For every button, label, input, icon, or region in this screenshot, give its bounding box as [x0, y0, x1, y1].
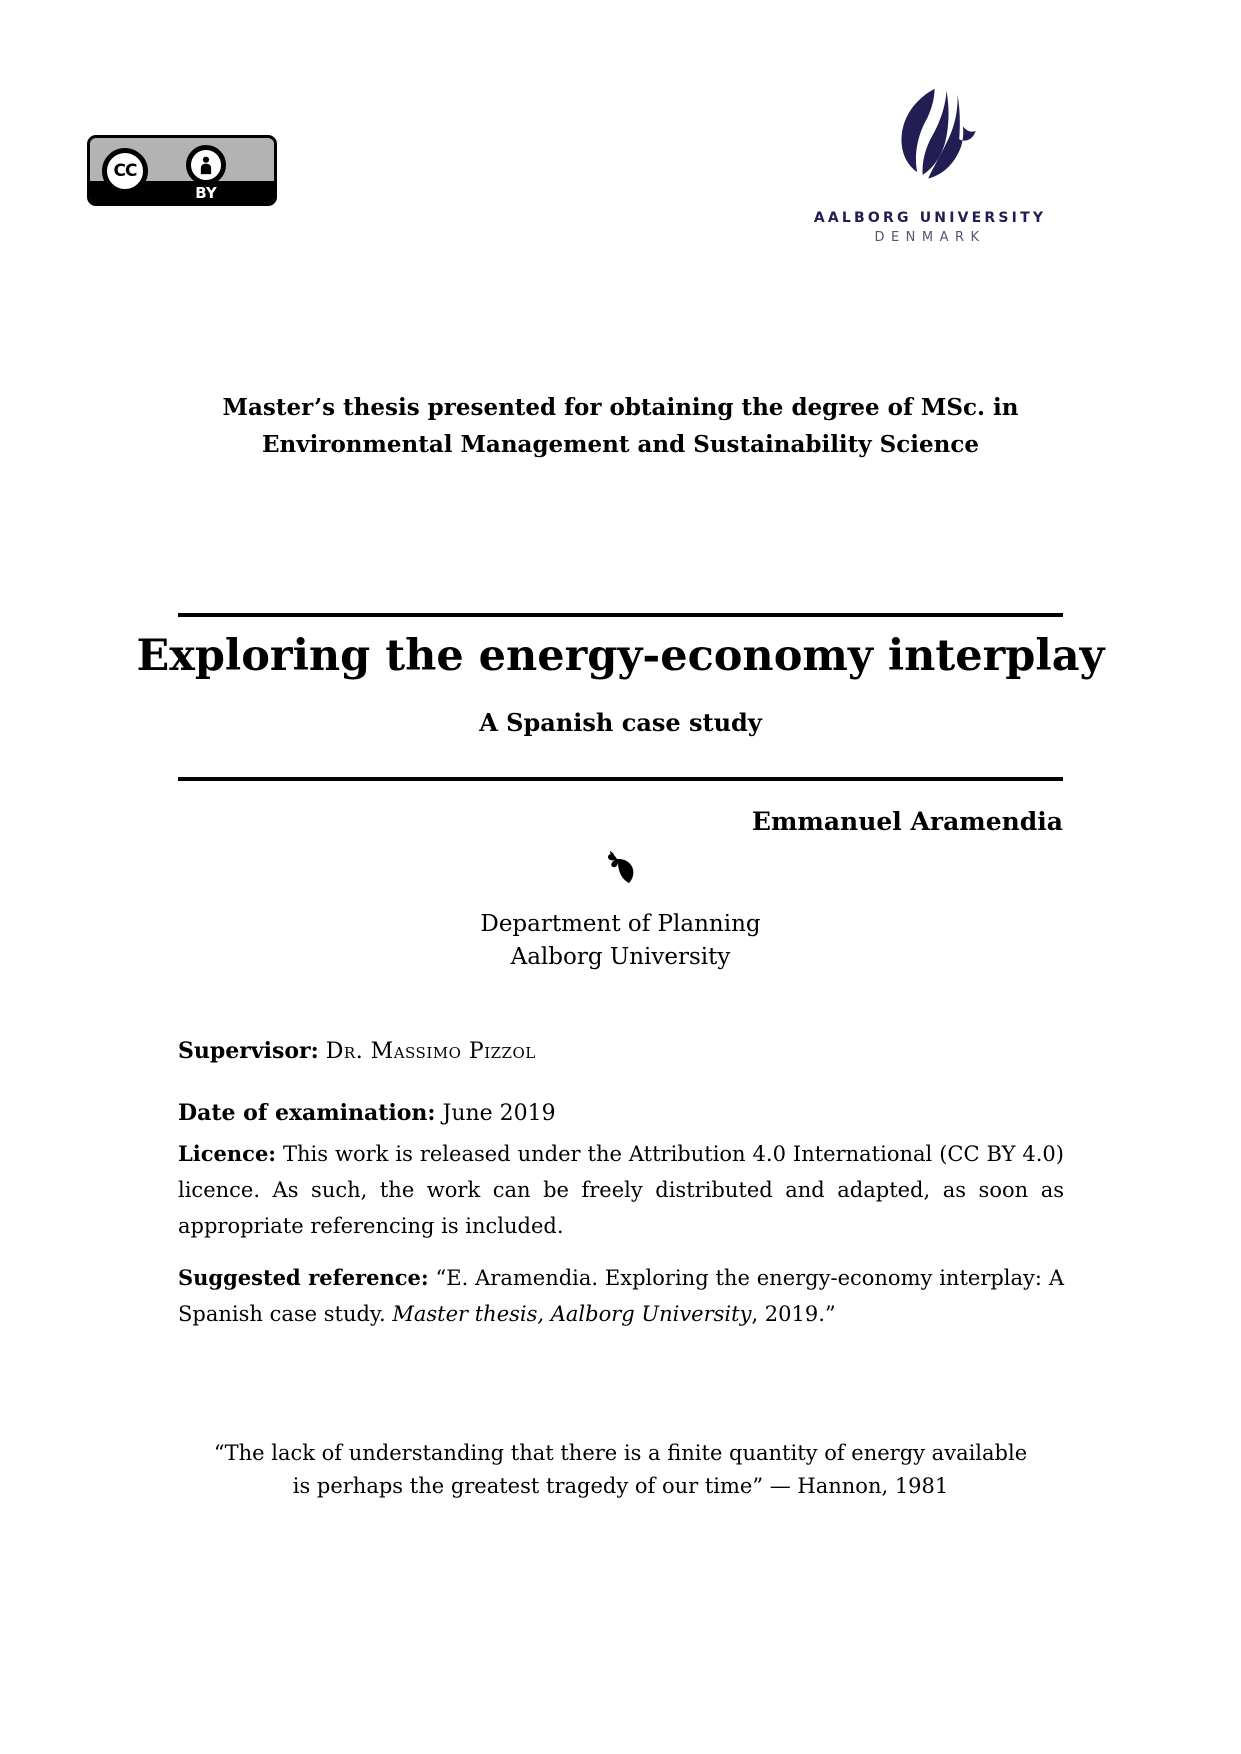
closing-quote — [0, 1437, 1241, 1503]
cc-icon-label: CC — [113, 161, 137, 181]
supervisor-line — [178, 1038, 1064, 1064]
department-block — [0, 908, 1241, 974]
reference-pre: “E. Aramendia. Exploring the energy-economy interplay: A Spanish case study. — [178, 1266, 1065, 1326]
reference-italic: Master thesis, Aalborg University — [392, 1302, 752, 1326]
licence-label: Licence: — [178, 1141, 277, 1166]
supervisor-label: Supervisor: — [178, 1038, 319, 1064]
department-line1: Department of Planning — [480, 911, 761, 937]
examination-value: June 2019 — [442, 1101, 556, 1126]
thesis-subtitle: A Spanish case study — [479, 708, 762, 737]
title-rule-bottom — [178, 777, 1063, 781]
reference-paragraph — [178, 1260, 1064, 1332]
person-glyph — [195, 154, 217, 176]
supervisor-value: Dr. Massimo Pizzol — [325, 1039, 536, 1064]
examination-label: Date of examination: — [178, 1100, 436, 1126]
cc-icon — [102, 148, 148, 194]
licence-text: This work is released under the Attribution 4.0 International (CC BY 4.0) licence. As such, the work can be freely distributed and adapted, as soon as appropriate referencing is included. — [178, 1142, 1064, 1238]
reference-post: , 2019.” — [751, 1302, 836, 1326]
aau-swoosh-icon — [884, 88, 976, 184]
licence-paragraph — [178, 1136, 1064, 1244]
title-rule-top — [178, 613, 1063, 617]
quote-line2: is perhaps the greatest tragedy of our time” — Hannon, 1981 — [292, 1474, 949, 1498]
aalborg-university-logo — [780, 88, 1080, 245]
quote-line1: “The lack of understanding that there is a finite quantity of energy available — [213, 1441, 1028, 1465]
degree-heading-line1: Master’s thesis presented for obtaining the degree of MSc. in — [222, 394, 1019, 421]
fleuron-leaf-icon — [605, 850, 637, 886]
author-name: Emmanuel Aramendia — [751, 807, 1063, 836]
university-country: DENMARK — [874, 230, 986, 245]
examination-line — [178, 1100, 1064, 1126]
attribution-person-icon — [186, 145, 226, 185]
cc-by-licence-badge — [87, 135, 277, 206]
thesis-title: Exploring the energy-economy interplay — [136, 631, 1105, 681]
cc-by-text: BY — [195, 184, 217, 202]
fleuron-ornament — [0, 850, 1241, 890]
university-name: AALBORG UNIVERSITY — [813, 210, 1047, 226]
degree-heading-line2: Environmental Management and Sustainability Science — [261, 431, 980, 458]
degree-heading — [0, 389, 1241, 463]
department-line2: Aalborg University — [510, 944, 731, 970]
reference-label: Suggested reference: — [178, 1265, 429, 1290]
